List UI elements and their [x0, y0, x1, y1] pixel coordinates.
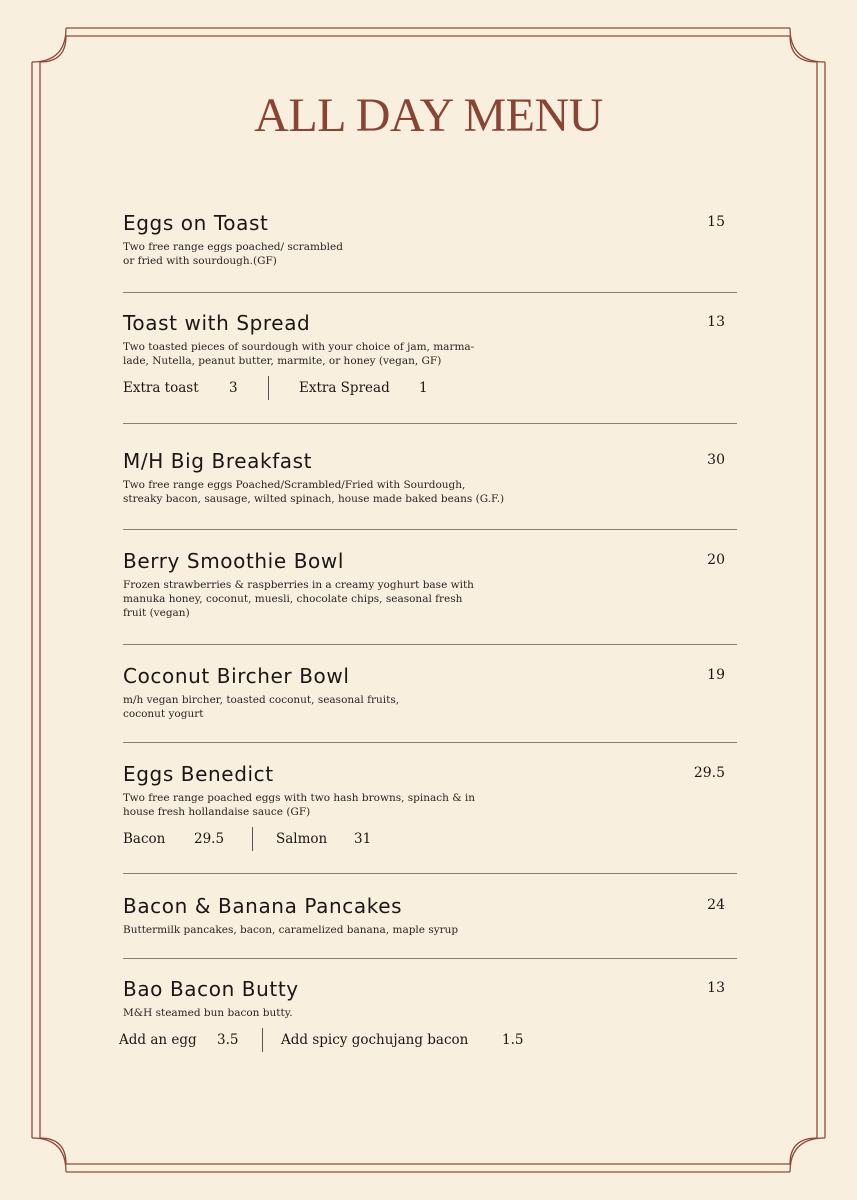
item-description: Two free range eggs Poached/Scrambled/Fried with Sourdough, streaky bacon, sausage, wilted spinach, house made baked beans (G.F.) [123, 479, 505, 505]
extras-separator [268, 376, 269, 400]
item-name: Toast with Spread [123, 311, 311, 335]
item-description: Two toasted pieces of sourdough with your choice of jam, marma- lade, Nutella, peanut butter, marmite, or honey (vegan, GF) [123, 341, 475, 367]
extra-label: Bacon [123, 831, 166, 847]
item-price: 20 [707, 552, 725, 568]
divider [123, 292, 737, 293]
extra-price: 1 [419, 380, 428, 396]
item-price: 15 [707, 214, 725, 230]
extra-label: Extra toast [123, 380, 199, 396]
divider [123, 958, 737, 959]
divider [123, 873, 737, 874]
extra-price: 3.5 [217, 1032, 239, 1048]
item-name: Bao Bacon Butty [123, 977, 299, 1001]
divider [123, 529, 737, 530]
item-description: Frozen strawberries & raspberries in a creamy yoghurt base with manuka honey, coconut, muesli, chocolate chips, seasonal fresh fruit (vegan) [123, 579, 474, 619]
item-extras [119, 1032, 737, 1054]
extra-label: Extra Spread [299, 380, 390, 396]
menu-item [123, 893, 737, 937]
item-description: M&H steamed bun bacon butty. [123, 1007, 293, 1019]
item-price: 13 [707, 314, 725, 330]
divider [123, 742, 737, 743]
extra-price: 3 [229, 380, 238, 396]
item-price: 30 [707, 452, 725, 468]
item-extras [123, 831, 737, 853]
divider [123, 423, 737, 424]
extra-label: Salmon [276, 831, 328, 847]
divider [123, 644, 737, 645]
menu-item [123, 548, 737, 620]
item-description: Two free range poached eggs with two hash browns, spinach & in house fresh hollandaise sauce (GF) [123, 792, 476, 818]
extra-price: 1.5 [502, 1032, 524, 1048]
item-price: 13 [707, 980, 725, 996]
extras-separator [252, 827, 253, 851]
extras-separator [262, 1028, 263, 1052]
item-price: 29.5 [693, 765, 725, 781]
item-description: Buttermilk pancakes, bacon, caramelized banana, maple syrup [123, 924, 459, 936]
extra-label: Add an egg [119, 1032, 197, 1048]
extra-price: 31 [354, 831, 372, 847]
menu-title: ALL DAY MENU [254, 89, 603, 142]
item-name: Eggs on Toast [123, 211, 269, 235]
item-description: m/h vegan bircher, toasted coconut, seasonal fruits, coconut yogurt [123, 694, 400, 720]
item-name: Berry Smoothie Bowl [123, 549, 344, 573]
extra-price: 29.5 [194, 831, 225, 847]
menu-item [123, 761, 737, 853]
item-price: 24 [707, 897, 725, 913]
item-price: 19 [707, 667, 725, 683]
menu-item [123, 310, 737, 402]
item-description: Two free range eggs poached/ scrambled or fried with sourdough.(GF) [123, 241, 343, 267]
item-name: Eggs Benedict [123, 762, 274, 786]
item-extras [123, 380, 737, 402]
menu-item [123, 210, 737, 268]
item-name: M/H Big Breakfast [123, 449, 313, 473]
extra-label: Add spicy gochujang bacon [281, 1032, 469, 1048]
item-name: Coconut Bircher Bowl [123, 664, 350, 688]
item-name: Bacon & Banana Pancakes [123, 894, 403, 918]
menu-item [119, 976, 737, 1054]
menu-item [123, 663, 737, 721]
menu-item [123, 448, 737, 506]
